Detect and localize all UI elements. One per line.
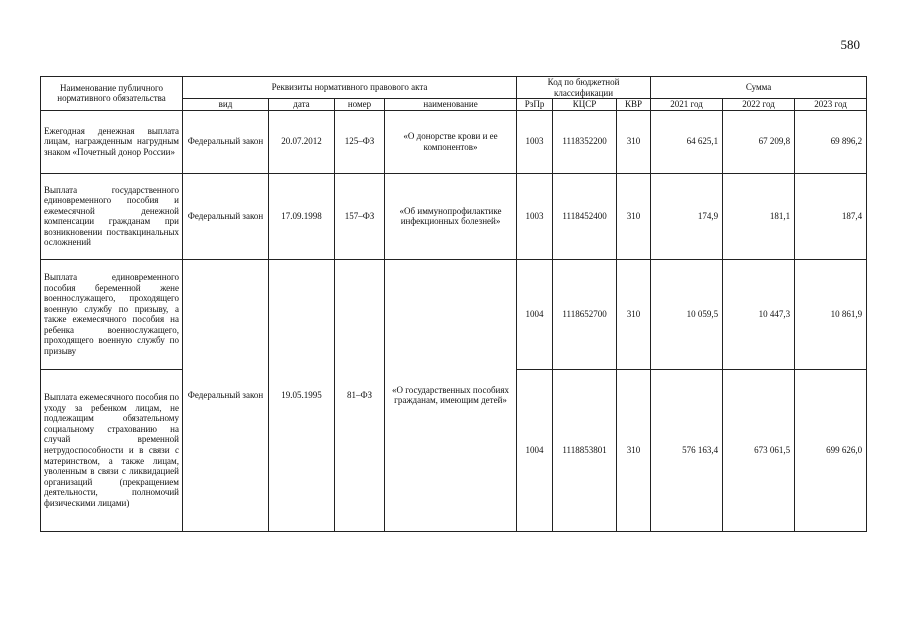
act-type: Федеральный закон (183, 173, 269, 259)
header-2023: 2023 год (795, 99, 867, 111)
header-2021: 2021 год (651, 99, 723, 111)
sum-2022: 673 061,5 (723, 369, 795, 531)
header-data: дата (269, 99, 335, 111)
table-row (41, 173, 867, 259)
kvr-code: 310 (617, 110, 651, 173)
sum-2022: 67 209,8 (723, 110, 795, 173)
kvr-code: 310 (617, 259, 651, 369)
kvr-code: 310 (617, 173, 651, 259)
sum-2023: 69 896,2 (795, 110, 867, 173)
sum-2021: 576 163,4 (651, 369, 723, 531)
act-number: 125–ФЗ (335, 110, 385, 173)
page-number: 580 (840, 37, 860, 52)
act-number: 81–ФЗ (335, 259, 385, 531)
act-type: Федеральный закон (183, 110, 269, 173)
act-type: Федеральный закон (183, 259, 269, 531)
table-row (41, 259, 867, 369)
kcsr-code: 1118352200 (553, 110, 617, 173)
obligation-name: Выплата единовременного пособия беременной жене военнослужащего, проходящего военную службу по призыву, а также ежемесячного пособия на ребенка военнослужащего, проходящего военную службу по призыву (41, 259, 183, 369)
act-number: 157–ФЗ (335, 173, 385, 259)
rzpr-code: 1004 (517, 369, 553, 531)
sum-2023: 187,4 (795, 173, 867, 259)
act-title: «Об иммунопрофилактике инфекционных болезней» (385, 173, 517, 259)
act-date: 19.05.1995 (269, 259, 335, 531)
header-nomer: номер (335, 99, 385, 111)
sum-2021: 64 625,1 (651, 110, 723, 173)
header-sum-group: Сумма (651, 77, 867, 99)
budget-table (40, 76, 867, 532)
kvr-code: 310 (617, 369, 651, 531)
kcsr-code: 1118652700 (553, 259, 617, 369)
header-name: Наименование публичного нормативного обязательства (41, 77, 183, 111)
header-code-group: Код по бюджетной классификации (517, 77, 651, 99)
act-date: 17.09.1998 (269, 173, 335, 259)
header-kcsr: КЦСР (553, 99, 617, 111)
sum-2021: 10 059,5 (651, 259, 723, 369)
rzpr-code: 1003 (517, 173, 553, 259)
kcsr-code: 1118853801 (553, 369, 617, 531)
obligation-name: Выплата ежемесячного пособия по уходу за ребенком лицам, не подлежащим обязательному социальному страхованию на случай временной нетрудоспособности и в связи с материнством, а также лицам, уволенным в связи с ликвидацией организаций (прекращением деятельности, полномочий физическими лицами) (41, 369, 183, 531)
sum-2023: 699 626,0 (795, 369, 867, 531)
header-rzpr: РзПр (517, 99, 553, 111)
rzpr-code: 1004 (517, 259, 553, 369)
header-2022: 2022 год (723, 99, 795, 111)
sum-2023: 10 861,9 (795, 259, 867, 369)
header-kvr: КВР (617, 99, 651, 111)
header-vid: вид (183, 99, 269, 111)
kcsr-code: 1118452400 (553, 173, 617, 259)
obligation-name: Выплата государственного единовременного пособия и ежемесячной денежной компенсации гражданам при возникновении поствакцинальных осложнений (41, 173, 183, 259)
act-date: 20.07.2012 (269, 110, 335, 173)
sum-2022: 10 447,3 (723, 259, 795, 369)
header-act-group: Реквизиты нормативного правового акта (183, 77, 517, 99)
table-row (41, 110, 867, 173)
obligation-name: Ежегодная денежная выплата лицам, награжденным нагрудным знаком «Почетный донор России» (41, 110, 183, 173)
sum-2022: 181,1 (723, 173, 795, 259)
rzpr-code: 1003 (517, 110, 553, 173)
act-title: «О донорстве крови и ее компонентов» (385, 110, 517, 173)
act-title: «О государственных пособиях гражданам, имеющим детей» (385, 259, 517, 531)
header-naimenovanie: наименование (385, 99, 517, 111)
sum-2021: 174,9 (651, 173, 723, 259)
